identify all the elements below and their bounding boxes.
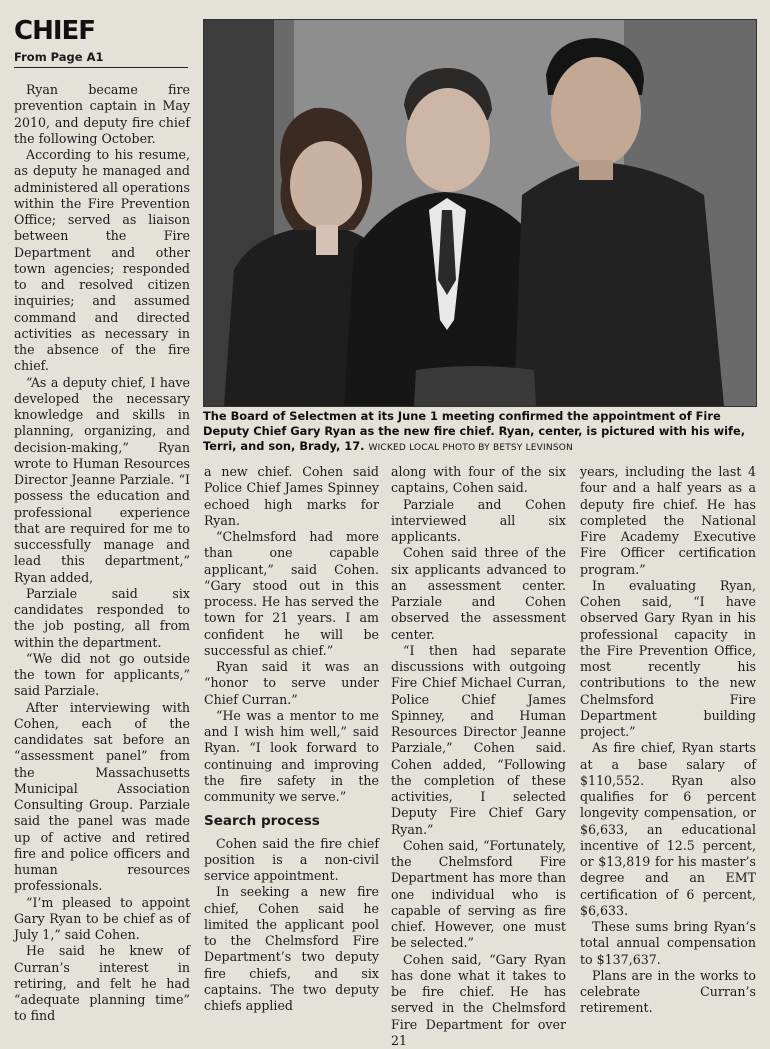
- paragraph: Cohen said three of the six applicants advanced to an assessment center. Parziale and Cohen observed the assessment center.: [391, 545, 566, 643]
- paragraph: Cohen said, “Gary Ryan has done what it takes to be fire chief. He has served in the Chelmsford Fire Department for over 21: [391, 952, 566, 1049]
- paragraph: “As a deputy chief, I have developed the necessary knowledge and skills in planning, organizing, and decision-making,” Ryan wrote to Human Resources Director Jeanne Parziale. “I possess the education and professional experience that are required for me to successfully manage and lead this department,” Ryan added,: [14, 375, 190, 586]
- paragraph: Cohen said, “Fortunately, the Chelmsford Fire Department has more than one individual who is capable of serving as fire chief. However, one must be selected.”: [391, 838, 566, 952]
- subhead: Search process: [204, 813, 379, 829]
- kicker-rule: [14, 67, 188, 68]
- jump-kicker: From Page A1: [14, 50, 104, 64]
- paragraph: In seeking a new fire chief, Cohen said he limited the applicant pool to the Chelmsford Fire Department’s two deputy fire chiefs, and six captains. The two deputy chiefs applied: [204, 884, 379, 1014]
- paragraph: “I’m pleased to appoint Gary Ryan to be chief as of July 1,” said Cohen.: [14, 895, 190, 944]
- paragraph: He said he knew of Curran’s interest in retiring, and felt he had “adequate planning time” to find: [14, 943, 190, 1024]
- caption-text: The Board of Selectmen at its June 1 meeting confirmed the appointment of Fire Deputy Chief Gary Ryan as the new fire chief. Ryan, center, is pictured with his wife, Terri, and son, Brady, 17.: [203, 409, 745, 453]
- paragraph: Cohen said the fire chief position is a non-civil service appointment.: [204, 836, 379, 885]
- paragraph: Ryan said it was an “honor to serve under Chief Curran.”: [204, 659, 379, 708]
- paragraph: According to his resume, as deputy he managed and administered all operations within the Fire Prevention Office; served as liaison between the Fire Department and other town agencies; responded to and resolved citizen inquiries; and assumed command and directed activities as necessary in the absence of the fire chief.: [14, 147, 190, 375]
- paragraph: These sums bring Ryan’s total annual compensation to $137,637.: [580, 919, 756, 968]
- paragraph: After interviewing with Cohen, each of the candidates sat before an “assessment panel” from the Massachusetts Municipal Association Consulting Group. Parziale said the panel was made up of active and retired fire and police officers and human resources professionals.: [14, 700, 190, 895]
- column-3: [391, 464, 566, 1049]
- paragraph: “Chelmsford had more than one capable applicant,” said Cohen. “Gary stood out in this process. He has served the town for 21 years. I am confident he will be successful as chief.”: [204, 529, 379, 659]
- paragraph: In evaluating Ryan, Cohen said, “I have observed Gary Ryan in his professional capacity in the Fire Prevention Office, most recently his contributions to the new Chelmsford Fire Department building project.”: [580, 578, 756, 741]
- paragraph: “He was a mentor to me and I wish him well,” said Ryan. “I look forward to continuing and improving the fire safety in the community we serve.”: [204, 708, 379, 806]
- paragraph: As fire chief, Ryan starts at a base salary of $110,552. Ryan also qualifies for 6 percent longevity compensation, or $6,633, an educational incentive of 12.5 percent, or $13,819 for his master’s degree and an EMT certification of 6 percent, $6,633.: [580, 740, 756, 919]
- column-4: [580, 464, 756, 1017]
- paragraph: Plans are in the works to celebrate Curran’s retirement.: [580, 968, 756, 1017]
- paragraph: a new chief. Cohen said Police Chief James Spinney echoed high marks for Ryan.: [204, 464, 379, 529]
- paragraph: “I then had separate discussions with outgoing Fire Chief Michael Curran, Police Chief James Spinney, and Human Resources Director Jeanne Parziale,” Cohen said. Cohen added, “Following the completion of these activities, I selected Deputy Fire Chief Gary Ryan.”: [391, 643, 566, 838]
- photo-credit: WICKED LOCAL PHOTO BY BETSY LEVINSON: [368, 443, 572, 453]
- headline: CHIEF: [14, 16, 95, 46]
- column-2: [204, 464, 379, 1014]
- paragraph: Parziale and Cohen interviewed all six applicants.: [391, 497, 566, 546]
- news-photo: [203, 19, 757, 407]
- paragraph: Parziale said six candidates responded to the job posting, all from within the department.: [14, 586, 190, 651]
- paragraph: “We did not go outside the town for applicants,” said Parziale.: [14, 651, 190, 700]
- paragraph: along with four of the six captains, Cohen said.: [391, 464, 566, 497]
- paragraph: years, including the last 4 four and a half years as a deputy fire chief. He has completed the National Fire Academy Executive Fire Officer certification program.”: [580, 464, 756, 578]
- paragraph: Ryan became fire prevention captain in May 2010, and deputy fire chief the following October.: [14, 82, 190, 147]
- photo-caption: [203, 409, 755, 456]
- column-1: [14, 82, 190, 1025]
- photo-illustration: [204, 20, 756, 406]
